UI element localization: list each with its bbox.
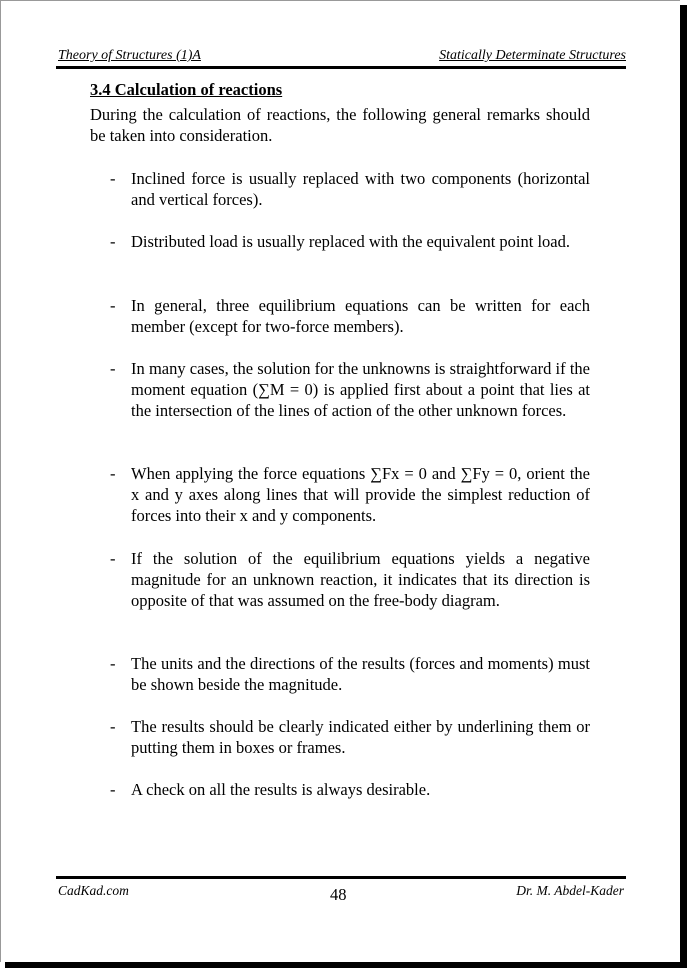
bullet-dash: - [110,296,116,315]
section-intro: During the calculation of reactions, the following general remarks should be taken into consideration. [90,105,590,145]
list-item-text: The units and the directions of the results (forces and moments) must be shown beside the magnitude. [131,654,590,694]
list-item-text: When applying the force equations ∑Fx = 0 and ∑Fy = 0, orient the x and y axes along lines that will provide the simplest reduction of forces into their x and y components. [131,464,590,525]
list-item-text: The results should be clearly indicated either by underlining them or putting them in boxes or frames. [131,717,590,757]
bullet-dash: - [110,549,116,568]
list-item-text: If the solution of the equilibrium equations yields a negative magnitude for an unknown reaction, it indicates that its direction is opposite of that was assumed on the free-body diagram. [131,549,590,610]
bullet-dash: - [110,169,116,188]
page-header [56,48,626,69]
page-number: 48 [330,885,347,904]
bullet-dash: - [110,654,116,673]
list-item-text: In many cases, the solution for the unknowns is straightforward if the moment equation (∑M = 0) is applied first about a point that lies at the intersection of the lines of action of the other unknown forces. [131,359,590,420]
page-shadow-right [680,5,687,968]
page-shadow-bottom [5,962,687,968]
bullet-dash: - [110,359,116,378]
footer-author: Dr. M. Abdel-Kader [516,883,624,898]
list-item-text: A check on all the results is always desirable. [131,780,431,799]
bullet-dash: - [110,780,116,799]
bullet-dash: - [110,232,116,251]
header-course-title: Theory of Structures (1)A [58,48,201,63]
section-title: 3.4 Calculation of reactions [90,80,283,99]
footer-website: CadKad.com [58,883,129,898]
page-footer [56,876,626,905]
list-item-text: In general, three equilibrium equations can be written for each member (except for two-force members). [131,296,590,336]
list-item-text: Distributed load is usually replaced with the equivalent point load. [131,232,570,251]
bullet-dash: - [110,717,116,736]
list-item-text: Inclined force is usually replaced with two components (horizontal and vertical forces). [131,169,590,209]
bullet-dash: - [110,464,116,483]
header-chapter-title: Statically Determinate Structures [439,48,626,63]
